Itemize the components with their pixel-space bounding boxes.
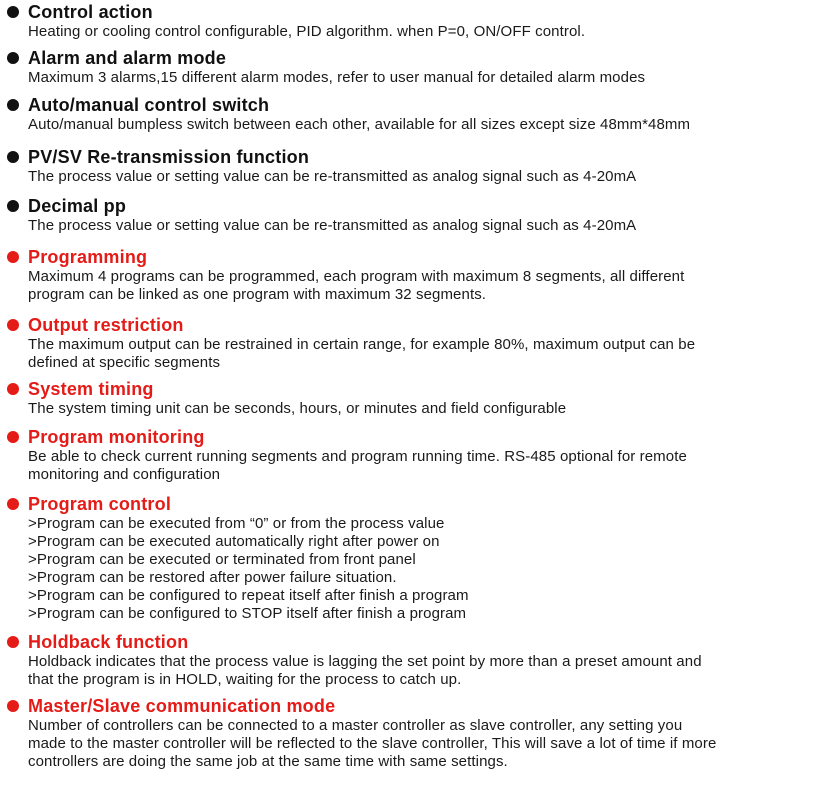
- bullet-icon: [7, 6, 19, 18]
- section-title: Output restriction: [28, 314, 184, 335]
- bullet-icon: [7, 383, 19, 395]
- section-heading: [7, 146, 813, 168]
- section-heading: [7, 94, 813, 116]
- section-title: Auto/manual control switch: [28, 94, 270, 115]
- body-line: Be able to check current running segments and program running time. RS-485 optional for remote: [28, 448, 687, 465]
- section-title: Program monitoring: [28, 426, 205, 447]
- bullet-icon: [7, 498, 19, 510]
- section-body: [28, 336, 813, 372]
- section-body: [28, 515, 813, 623]
- body-line: The system timing unit can be seconds, hours, or minutes and field configurable: [28, 400, 567, 417]
- body-line: >Program can be executed automatically right after power on: [28, 533, 440, 550]
- body-line: The process value or setting value can be re-transmitted as analog signal such as 4-20mA: [28, 168, 637, 185]
- section-alarm-mode: [7, 47, 813, 87]
- bullet-icon: [7, 52, 19, 64]
- body-line: controllers are doing the same job at the same time with same settings.: [28, 753, 508, 770]
- bullet-icon: [7, 431, 19, 443]
- section-body: [28, 116, 813, 134]
- body-line: Holdback indicates that the process value is lagging the set point by more than a preset amount and: [28, 653, 702, 670]
- bullet-icon: [7, 200, 19, 212]
- section-decimal-pp: [7, 195, 813, 235]
- section-auto-manual-switch: [7, 94, 813, 134]
- body-line: Auto/manual bumpless switch between each other, available for all sizes except size 48mm*48mm: [28, 116, 691, 133]
- section-heading: [7, 378, 813, 400]
- body-line: >Program can be configured to repeat itself after finish a program: [28, 587, 469, 604]
- section-heading: [7, 493, 813, 515]
- section-programming: [7, 246, 813, 304]
- body-line: >Program can be restored after power failure situation.: [28, 569, 397, 586]
- body-line: >Program can be configured to STOP itself after finish a program: [28, 605, 467, 622]
- section-title: Decimal pp: [28, 195, 127, 216]
- section-title: Holdback function: [28, 631, 189, 652]
- section-heading: [7, 314, 813, 336]
- body-line: The process value or setting value can be re-transmitted as analog signal such as 4-20mA: [28, 217, 637, 234]
- section-master-slave-mode: [7, 695, 813, 771]
- section-program-monitoring: [7, 426, 813, 484]
- bullet-icon: [7, 99, 19, 111]
- section-control-action: [7, 1, 813, 41]
- body-line: that the program is in HOLD, waiting for the process to catch up.: [28, 671, 462, 688]
- body-line: Heating or cooling control configurable, PID algorithm. when P=0, ON/OFF control.: [28, 23, 586, 40]
- section-heading: [7, 631, 813, 653]
- section-body: [28, 717, 813, 771]
- bullet-icon: [7, 251, 19, 263]
- section-output-restriction: [7, 314, 813, 372]
- section-body: [28, 653, 813, 689]
- bullet-icon: [7, 151, 19, 163]
- section-body: [28, 400, 813, 418]
- section-heading: [7, 246, 813, 268]
- body-line: defined at specific segments: [28, 354, 221, 371]
- bullet-icon: [7, 636, 19, 648]
- body-line: The maximum output can be restrained in certain range, for example 80%, maximum output can be: [28, 336, 696, 353]
- body-line: Number of controllers can be connected to a master controller as slave controller, any setting you: [28, 717, 683, 734]
- bullet-icon: [7, 319, 19, 331]
- section-program-control: [7, 493, 813, 623]
- section-title: Programming: [28, 246, 148, 267]
- section-title: Control action: [28, 1, 153, 22]
- body-line: program can be linked as one program with maximum 32 segments.: [28, 286, 487, 303]
- section-body: [28, 168, 813, 186]
- body-line: monitoring and configuration: [28, 466, 221, 483]
- section-system-timing: [7, 378, 813, 418]
- section-retransmission: [7, 146, 813, 186]
- body-line: Maximum 3 alarms,15 different alarm modes, refer to user manual for detailed alarm modes: [28, 69, 646, 86]
- section-holdback-function: [7, 631, 813, 689]
- section-heading: [7, 195, 813, 217]
- section-heading: [7, 426, 813, 448]
- section-title: Program control: [28, 493, 172, 514]
- section-body: [28, 69, 813, 87]
- section-body: [28, 217, 813, 235]
- body-line: >Program can be executed or terminated from front panel: [28, 551, 416, 568]
- section-heading: [7, 1, 813, 23]
- body-line: Maximum 4 programs can be programmed, each program with maximum 8 segments, all different: [28, 268, 685, 285]
- section-body: [28, 23, 813, 41]
- section-heading: [7, 47, 813, 69]
- body-line: made to the master controller will be reflected to the slave controller, This will save a lot of time if more: [28, 735, 717, 752]
- section-body: [28, 268, 813, 304]
- section-title: System timing: [28, 378, 154, 399]
- section-heading: [7, 695, 813, 717]
- section-title: Master/Slave communication mode: [28, 695, 336, 716]
- section-title: PV/SV Re-transmission function: [28, 146, 310, 167]
- bullet-icon: [7, 700, 19, 712]
- section-title: Alarm and alarm mode: [28, 47, 227, 68]
- body-line: >Program can be executed from “0” or from the process value: [28, 515, 445, 532]
- section-body: [28, 448, 813, 484]
